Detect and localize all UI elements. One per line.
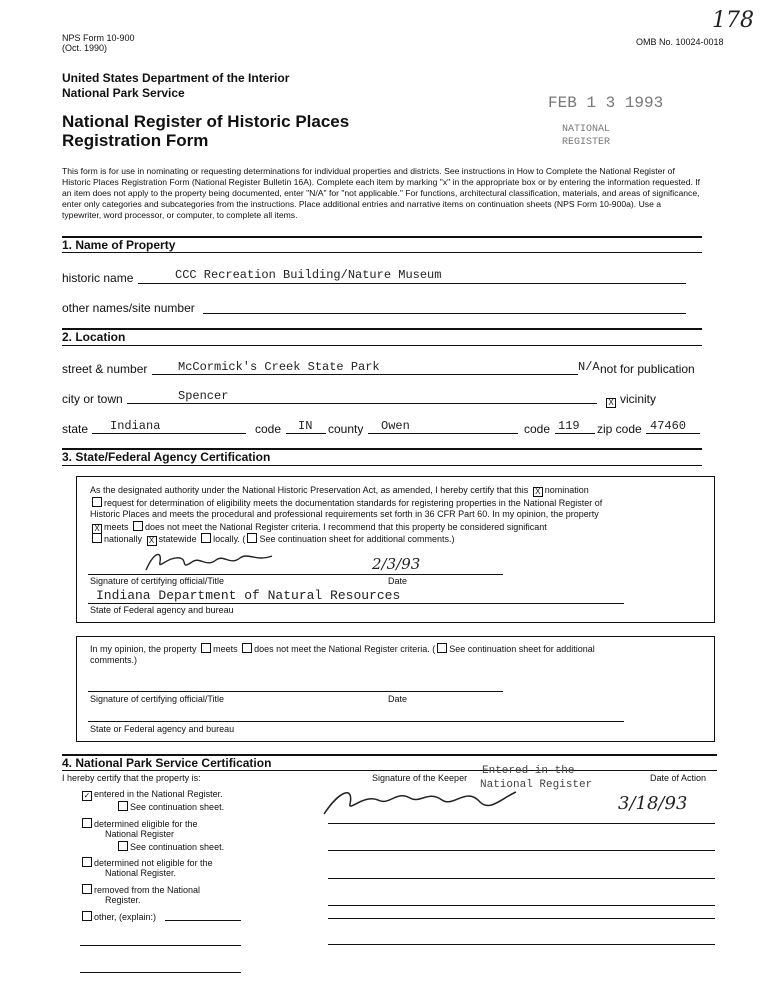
date-label: Date: [388, 576, 408, 586]
cert-line-2: request for determination of eligibility meets the documentation standards for registering properties in the National Register of: [104, 498, 603, 508]
street-label: street & number: [62, 362, 148, 376]
option-not-eligible: determined not eligible for the: [94, 858, 213, 868]
omb-number: OMB No. 10024-0018: [636, 37, 724, 47]
opinion-comments: comments.): [90, 655, 138, 665]
cert-line-1: As the designated authority under the National Historic Preservation Act, as amended, I hereby certify that this: [90, 485, 529, 495]
not-for-publication-value: N/A: [578, 360, 600, 374]
historic-name-value[interactable]: CCC Recreation Building/Nature Museum: [175, 268, 442, 282]
removed-checkbox[interactable]: [82, 884, 92, 894]
option-eligible-line2: National Register: [105, 829, 175, 839]
signature-label: Signature of certifying official/Title: [90, 576, 225, 586]
nationally-checkbox[interactable]: [92, 533, 102, 543]
opinion-does-not-meet-checkbox[interactable]: [242, 643, 252, 653]
not-for-publication-label: not for publication: [600, 362, 695, 376]
opinion-meets-checkbox[interactable]: [201, 643, 211, 653]
form-title: National Register of Historic Places: [62, 112, 350, 131]
request-checkbox[interactable]: [92, 497, 102, 507]
county-code-value[interactable]: 119: [558, 419, 580, 433]
option-other: other, (explain:): [94, 912, 157, 922]
locally-checkbox[interactable]: [201, 533, 211, 543]
vicinity-checkbox[interactable]: X: [604, 391, 618, 409]
eligible-continuation-checkbox[interactable]: [118, 841, 128, 851]
received-stamp-line2: REGISTER: [562, 137, 611, 148]
meets-checkbox[interactable]: X: [92, 524, 102, 534]
state-code-label: code: [255, 422, 282, 436]
county-code-label: code: [524, 422, 551, 436]
city-value[interactable]: Spencer: [178, 389, 229, 403]
date2-label: Date: [388, 694, 408, 704]
cert-line-3: Historic Places and meets the procedural and professional requirements set forth in 36 CFR Part 60. In my opinion, the property: [90, 509, 599, 519]
form-date: (Oct. 1990): [62, 43, 108, 53]
option-removed-line2: Register.: [105, 895, 141, 905]
not-eligible-checkbox[interactable]: [82, 857, 92, 867]
department-name: United States Department of the Interior: [62, 71, 290, 85]
option-removed: removed from the National: [94, 885, 201, 895]
entered-continuation-checkbox[interactable]: [118, 801, 128, 811]
option-entered: entered in the National Register.: [94, 789, 223, 799]
entered-checkbox[interactable]: ✓: [83, 791, 91, 800]
form-subtitle: Registration Form: [62, 131, 209, 150]
agency2-label: State or Federal agency and bureau: [90, 724, 235, 734]
received-stamp-line1: NATIONAL: [562, 124, 611, 135]
other-names-label: other names/site number: [62, 301, 195, 315]
other-checkbox[interactable]: [82, 911, 92, 921]
signature2-label: Signature of certifying official/Title: [90, 694, 225, 704]
nomination-checkbox[interactable]: X: [533, 487, 543, 497]
date-of-action-label: Date of Action: [650, 773, 707, 783]
state-code-value[interactable]: IN: [298, 419, 313, 433]
keeper-signature-label: Signature of the Keeper: [372, 773, 468, 783]
zip-label: zip code: [597, 422, 642, 436]
state-value[interactable]: Indiana: [110, 419, 161, 433]
opinion-continuation-checkbox[interactable]: [437, 643, 447, 653]
eligible-checkbox[interactable]: [82, 818, 92, 828]
county-label: county: [328, 422, 364, 436]
zip-value[interactable]: 47460: [650, 419, 687, 433]
service-name: National Park Service: [62, 86, 185, 100]
option-eligible: determined eligible for the: [94, 819, 198, 829]
corner-handwritten-number: 178: [712, 8, 754, 33]
street-value[interactable]: McCormick's Creek State Park: [178, 360, 380, 374]
instructions-paragraph: This form is for use in nominating or requesting determinations for individual properties and districts. See instructions in How to Complete the National Register of Historic Places Registration Form (National Register Bulletin 16A). Complete each item by marking "x" in the appropriate box or by entering the information requested. If an item does not apply to the property being documented, enter "N/A" for "not applicable." For functions, architectural classification, materials, and areas of significance, enter only categories and subcategories from the instructions. Place additional entries and narrative items on continuation sheets (NPS Form 10-900a). Use a typewriter, word processor, or computer, to complete all items.: [62, 166, 701, 220]
option-not-eligible-line2: National Register.: [105, 868, 177, 878]
does-not-meet-checkbox[interactable]: [133, 521, 143, 531]
certifying-official-signature: [140, 548, 280, 576]
agency-value[interactable]: Indiana Department of Natural Resources: [96, 588, 401, 603]
date-of-action-value: 3/18/93: [618, 793, 688, 814]
certification-date-value: 2/3/93: [372, 555, 421, 573]
historic-name-label: historic name: [62, 271, 134, 285]
nps-certify-intro: I hereby certify that the property is:: [62, 773, 201, 783]
city-label: city or town: [62, 392, 123, 406]
section-1-heading: 1. Name of Property: [62, 238, 176, 252]
entered-stamp-line2: National Register: [480, 779, 593, 791]
keeper-signature: [320, 780, 520, 822]
state-label: state: [62, 422, 89, 436]
statewide-checkbox[interactable]: X: [147, 536, 157, 546]
section-3-heading: 3. State/Federal Agency Certification: [62, 450, 271, 464]
received-stamp-date: FEB 1 3 1993: [548, 94, 664, 112]
section-4-heading: 4. National Park Service Certification: [62, 756, 272, 770]
agency-label: State of Federal agency and bureau: [90, 605, 234, 615]
entered-stamp-line1: Entered in the: [482, 765, 575, 777]
county-value[interactable]: Owen: [381, 419, 410, 433]
section-2-heading: 2. Location: [62, 330, 126, 344]
continuation-checkbox[interactable]: [247, 533, 257, 543]
form-number: NPS Form 10-900: [62, 33, 135, 43]
vicinity-label: vicinity: [620, 392, 657, 406]
